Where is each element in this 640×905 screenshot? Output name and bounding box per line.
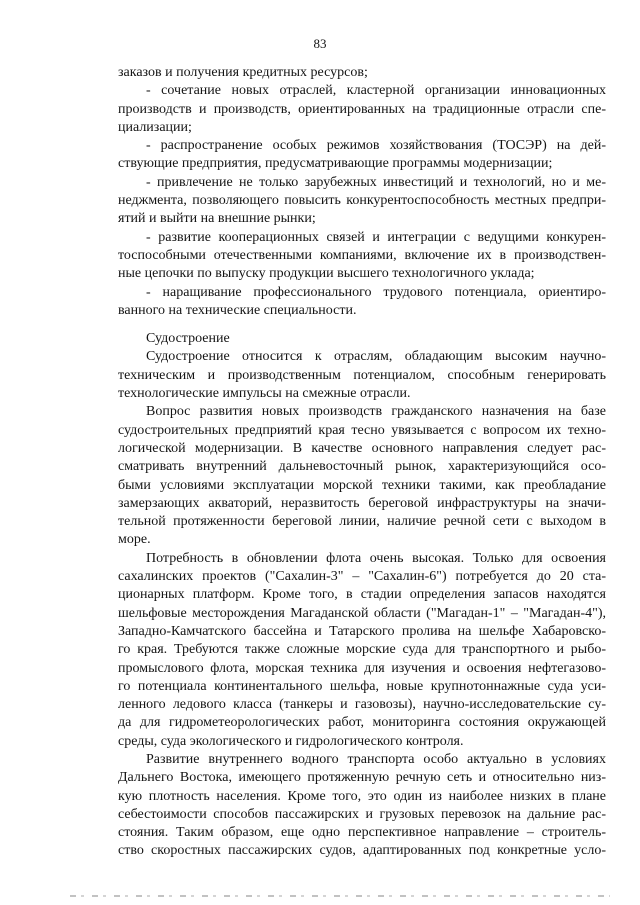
text-line: заказов и получения кредитных ресурсов;: [118, 65, 368, 80]
text-line: ные цепочки по выпуску продукции высшего технологичного уклада;: [118, 266, 535, 282]
text-line: - развитие кооперационных связей и интеграции с ведущими конкурен-: [146, 229, 606, 245]
text-line: да для гидрометеорологических работ, мониторинга состояния окружающей: [118, 715, 606, 731]
text-line: го потенциала континентального шельфа, новые крупнотоннажные суда уси-: [118, 678, 606, 694]
text-line: тоспособными отечественными компаниями, включение их в производствен-: [118, 247, 606, 263]
text-line: технологические импульсы на смежные отрасли.: [118, 386, 411, 402]
text-line: Вопрос развития новых производств гражданского назначения на базе: [146, 404, 606, 420]
text-line: быми условиями эксплуатации морской техники такими, как преобладание: [118, 477, 606, 493]
blank-line: [118, 320, 606, 330]
text-line: сахалинских проектов ("Сахалин-3" – "Сахалин-6") потребуется до 20 ста-: [118, 569, 606, 585]
text-line: производств и производств, ориентированных на традиционные отрасли спе-: [118, 101, 606, 117]
page-number: 83: [313, 36, 327, 51]
text-line: ятий и выйти на внешние рынки;: [118, 211, 316, 227]
text-line: - распространение особых режимов хозяйствования (ТОСЭР) на дей-: [146, 138, 606, 154]
text-line: тельной протяженности береговой линии, наличие речной сети с выходом в: [118, 514, 606, 530]
text-line: ванного на технические специальности.: [118, 302, 357, 318]
text-line: циализации;: [118, 119, 192, 135]
text-line: техническим и производственным потенциалом, способным генерировать: [118, 367, 606, 383]
text-line: среды, суда экологического и гидрологического контроля.: [118, 733, 464, 749]
text-line: ство скоростных пассажирских судов, адаптированных под конкретные усло-: [118, 843, 606, 859]
text-line: кую плотность населения. Кроме того, это один из наиболее низких в плане: [118, 788, 606, 804]
text-line: - привлечение не только зарубежных инвестиций и технологий, но и ме-: [146, 174, 606, 190]
text-line: Развитие внутреннего водного транспорта особо актуально в условиях: [146, 751, 606, 767]
text-line: сматривать внутренний дальневосточный рынок, характеризующийся осо-: [118, 459, 606, 475]
text-line: замерзающих акваторий, неразвитость береговой инфраструктуры на значи-: [118, 495, 606, 511]
text-line: себестоимости способов пассажирских и грузовых перевозок на дальние рас-: [118, 806, 606, 822]
section-heading: Судостроение: [146, 331, 230, 347]
text-line: го края. Требуются также сложные морские суда для транспортного и рыбо-: [118, 642, 606, 658]
text-line: шельфовые месторождения Магаданской области ("Магадан-1" – "Магадан-4"),: [118, 605, 606, 621]
text-line: логической модернизации. В качестве основного направления следует рас-: [118, 440, 606, 456]
text-line: Судостроение относится к отраслям, обладающим высоким научно-: [146, 349, 606, 365]
text-line: ствующие предприятия, предусматривающие программы модернизации;: [118, 156, 553, 172]
text-line: Потребность в обновлении флота очень высокая. Только для освоения: [146, 550, 606, 566]
text-line: ционарных платформ. Кроме того, в стадии определения запасов находятся: [118, 587, 606, 603]
text-line: Дальнего Востока, имеющего протяженную речную сеть и относительно низ-: [118, 770, 606, 786]
text-line: Западно-Камчатского бассейна и Татарского пролива на шельфе Хабаровско-: [118, 623, 606, 639]
text-line: ленного ледового класса (танкеры и газовозы), научно-исследовательские су-: [118, 697, 606, 713]
text-line: стояния. Таким образом, еще одно перспективное направление – строитель-: [118, 825, 606, 841]
text-line: море.: [118, 532, 151, 548]
scan-artifact-line: [70, 895, 610, 897]
text-line: судостроительных предприятий края тесно увязывается с вопросом их техно-: [118, 422, 606, 438]
text-line: промыслового флота, морская техника для изучения и освоения нефтегазово-: [118, 660, 606, 676]
text-line: неджмента, позволяющего повысить конкурентоспособность местных предпри-: [118, 193, 606, 209]
body-text: [118, 64, 606, 861]
text-line: - сочетание новых отраслей, кластерной организации инновационных: [146, 83, 606, 99]
text-line: - наращивание профессионального трудового потенциала, ориентиро-: [146, 284, 606, 300]
